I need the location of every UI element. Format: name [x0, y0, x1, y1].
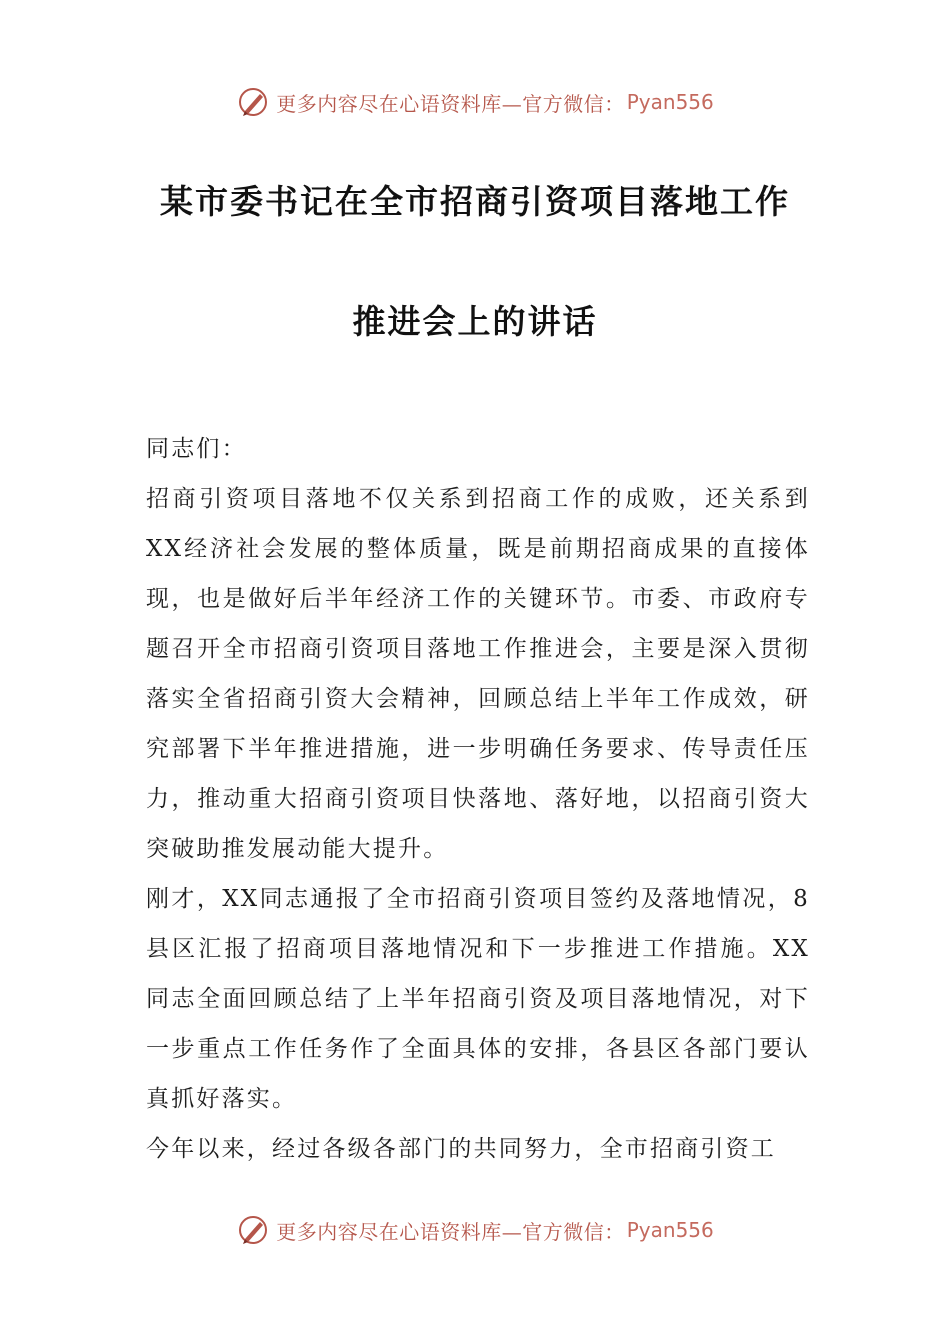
paragraph-3: 今年以来，经过各级各部门的共同努力，全市招商引资工: [146, 1136, 776, 1162]
pen-logo-icon: [236, 85, 270, 119]
paragraph-2: 刚才，XX同志通报了全市招商引资项目签约及落地情况，8县区汇报了招商项目落地情况和下一步推进工作措施。XX同志全面回顾总结了上半年招商引资及项目落地情况，对下一步重点工作任务作了全面具体的安排，各县区各部门要认真抓好落实。: [146, 886, 810, 1112]
page-title-line-1: 某市委书记在全市招商引资项目落地工作: [160, 182, 790, 221]
speech-body: [146, 424, 810, 1174]
watermark-wechat-id: Pyan556: [626, 90, 714, 114]
watermark-text: 更多内容尽在心语资料库—官方微信：: [276, 91, 625, 116]
watermark-wechat-id: Pyan556: [626, 1218, 714, 1242]
watermark-header: [0, 82, 950, 122]
watermark-text: 更多内容尽在心语资料库—官方微信：: [276, 1219, 625, 1244]
salutation: 同志们：: [146, 436, 247, 462]
watermark-footer: [0, 1210, 950, 1250]
paragraph-1: 招商引资项目落地不仅关系到招商工作的成败，还关系到XX经济社会发展的整体质量，既是前期招商成果的直接体现，也是做好后半年经济工作的关键环节。市委、市政府专题召开全市招商引资项目落地工作推进会，主要是深入贯彻落实全省招商引资大会精神，回顾总结上半年工作成效，研究部署下半年推进措施，进一步明确任务要求、传导责任压力，推动重大招商引资项目快落地、落好地，以招商引资大突破助推发展动能大提升。: [146, 486, 810, 862]
page-title-line-2: 推进会上的讲话: [352, 302, 598, 341]
pen-logo-icon: [236, 1213, 270, 1247]
